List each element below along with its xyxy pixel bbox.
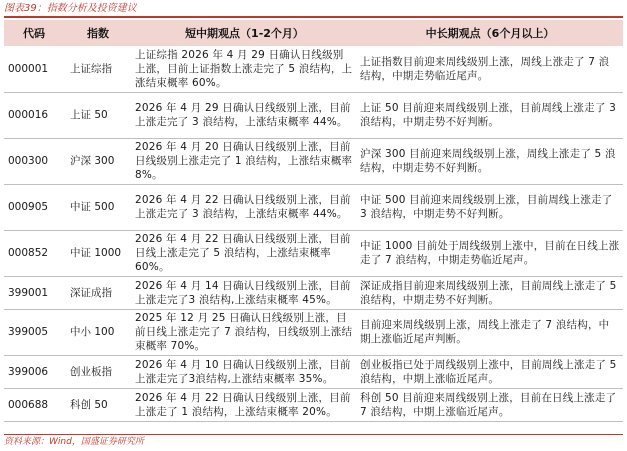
cell-index: 沪深 300	[64, 138, 132, 184]
cell-code: 000001	[4, 46, 64, 92]
cell-short-term-view: 2026 年 4 月 10 日确认日线级别上涨，目前上涨走完了3浪结构,上涨结束概率 35%。	[132, 355, 357, 388]
cell-long-term-view: 深证成指目前迎来周线级别上涨，目前周线上涨走了 5 浪结构，中期走势不好判断。	[357, 276, 623, 309]
header-short-term-view: 短中期观点（1-2个月）	[132, 20, 357, 46]
cell-long-term-view: 目前迎来周线级别上涨，周线上涨走了 7 浪结构，中期上涨临近尾声判断。	[357, 309, 623, 355]
index-analysis-table	[4, 20, 623, 422]
cell-long-term-view: 上证指数目前迎来周线级别上涨，周线上涨走了 7 浪结构，中期走势临近尾声。	[357, 46, 623, 92]
cell-long-term-view: 创业板指已处于周线级别上涨中，目前周线上涨走了 5 浪结构，中期上涨临近尾声。	[357, 355, 623, 388]
cell-long-term-view: 沪深 300 目前迎来周线级别上涨，周线上涨走了 5 浪结构，中期走势不好判断。	[357, 138, 623, 184]
table-row	[4, 92, 623, 138]
cell-long-term-view: 中证 500 目前迎来周线级别上涨，目前周线上涨走了 3 浪结构，中期走势不好判断。	[357, 184, 623, 230]
cell-index: 中证 500	[64, 184, 132, 230]
table-row	[4, 276, 623, 309]
cell-long-term-view: 上证 50 目前迎来周线级别上涨，目前周线上涨走了 3 浪结构，中期走势不好判断。	[357, 92, 623, 138]
cell-code: 000300	[4, 138, 64, 184]
table-row	[4, 230, 623, 276]
cell-index: 深证成指	[64, 276, 132, 309]
cell-code: 000016	[4, 92, 64, 138]
table-row	[4, 138, 623, 184]
cell-short-term-view: 2025 年 12 月 25 日确认日线级别上涨，目前日线上涨走完了 7 浪结构，日线级别上涨结束概率 70%。	[132, 309, 357, 355]
cell-short-term-view: 2026 年 4 月 20 日确认日线级别上涨，目前日线级别上涨走完了 1 浪结构，上涨结束概率 8%。	[132, 138, 357, 184]
cell-code: 000688	[4, 388, 64, 421]
table-row	[4, 184, 623, 230]
cell-long-term-view: 中证 1000 目前处于周线级别上涨中，目前在日线上涨走了 7 浪结构，中期走势临近尾声。	[357, 230, 623, 276]
table-row	[4, 388, 623, 421]
cell-index: 中小 100	[64, 309, 132, 355]
cell-index: 科创 50	[64, 388, 132, 421]
table-row	[4, 309, 623, 355]
cell-short-term-view: 2026 年 4 月 22 日确认日线级别上涨，目前上涨走了 1 浪结构，上涨结束概率 20%。	[132, 388, 357, 421]
cell-short-term-view: 2026 年 4 月 29 日确认日线级别上涨，目前上涨走完了 3 浪结构，上涨结束概率 44%。	[132, 92, 357, 138]
cell-code: 000852	[4, 230, 64, 276]
cell-index: 中证 1000	[64, 230, 132, 276]
cell-index: 创业板指	[64, 355, 132, 388]
cell-code: 399006	[4, 355, 64, 388]
cell-short-term-view: 2026 年 4 月 14 日确认日线级别上涨，目前上涨走完了3 浪结构,上涨结束概率 45%。	[132, 276, 357, 309]
cell-long-term-view: 科创 50 目前迎来周线级别上涨，目前在日线上涨走了 7 浪结构，中期上涨临近尾声。	[357, 388, 623, 421]
cell-code: 399001	[4, 276, 64, 309]
header-index: 指数	[64, 20, 132, 46]
cell-code: 399005	[4, 309, 64, 355]
source-note: 资料来源：Wind，国盛证券研究所	[4, 434, 623, 450]
cell-short-term-view: 上证综指 2026 年 4 月 29 日确认日线级别上涨，目前上证指数上涨走完了 5 浪结构，上涨结束概率 60%。	[132, 46, 357, 92]
header-long-term-view: 中长期观点（6个月以上）	[357, 20, 623, 46]
cell-short-term-view: 2026 年 4 月 22 日确认日线级别上涨，目前日线上涨走完了 5 浪结构，上涨结束概率 60%。	[132, 230, 357, 276]
cell-index: 上证 50	[64, 92, 132, 138]
table-header-row	[4, 20, 623, 46]
figure-caption: 图表39：指数分析及投资建议	[4, 2, 623, 18]
header-code: 代码	[4, 20, 64, 46]
cell-index: 上证综指	[64, 46, 132, 92]
table-row	[4, 355, 623, 388]
cell-short-term-view: 2026 年 4 月 22 日确认日线级别上涨，目前上涨走完了 3 浪结构，上涨结束概率 44%。	[132, 184, 357, 230]
table-row	[4, 46, 623, 92]
cell-code: 000905	[4, 184, 64, 230]
